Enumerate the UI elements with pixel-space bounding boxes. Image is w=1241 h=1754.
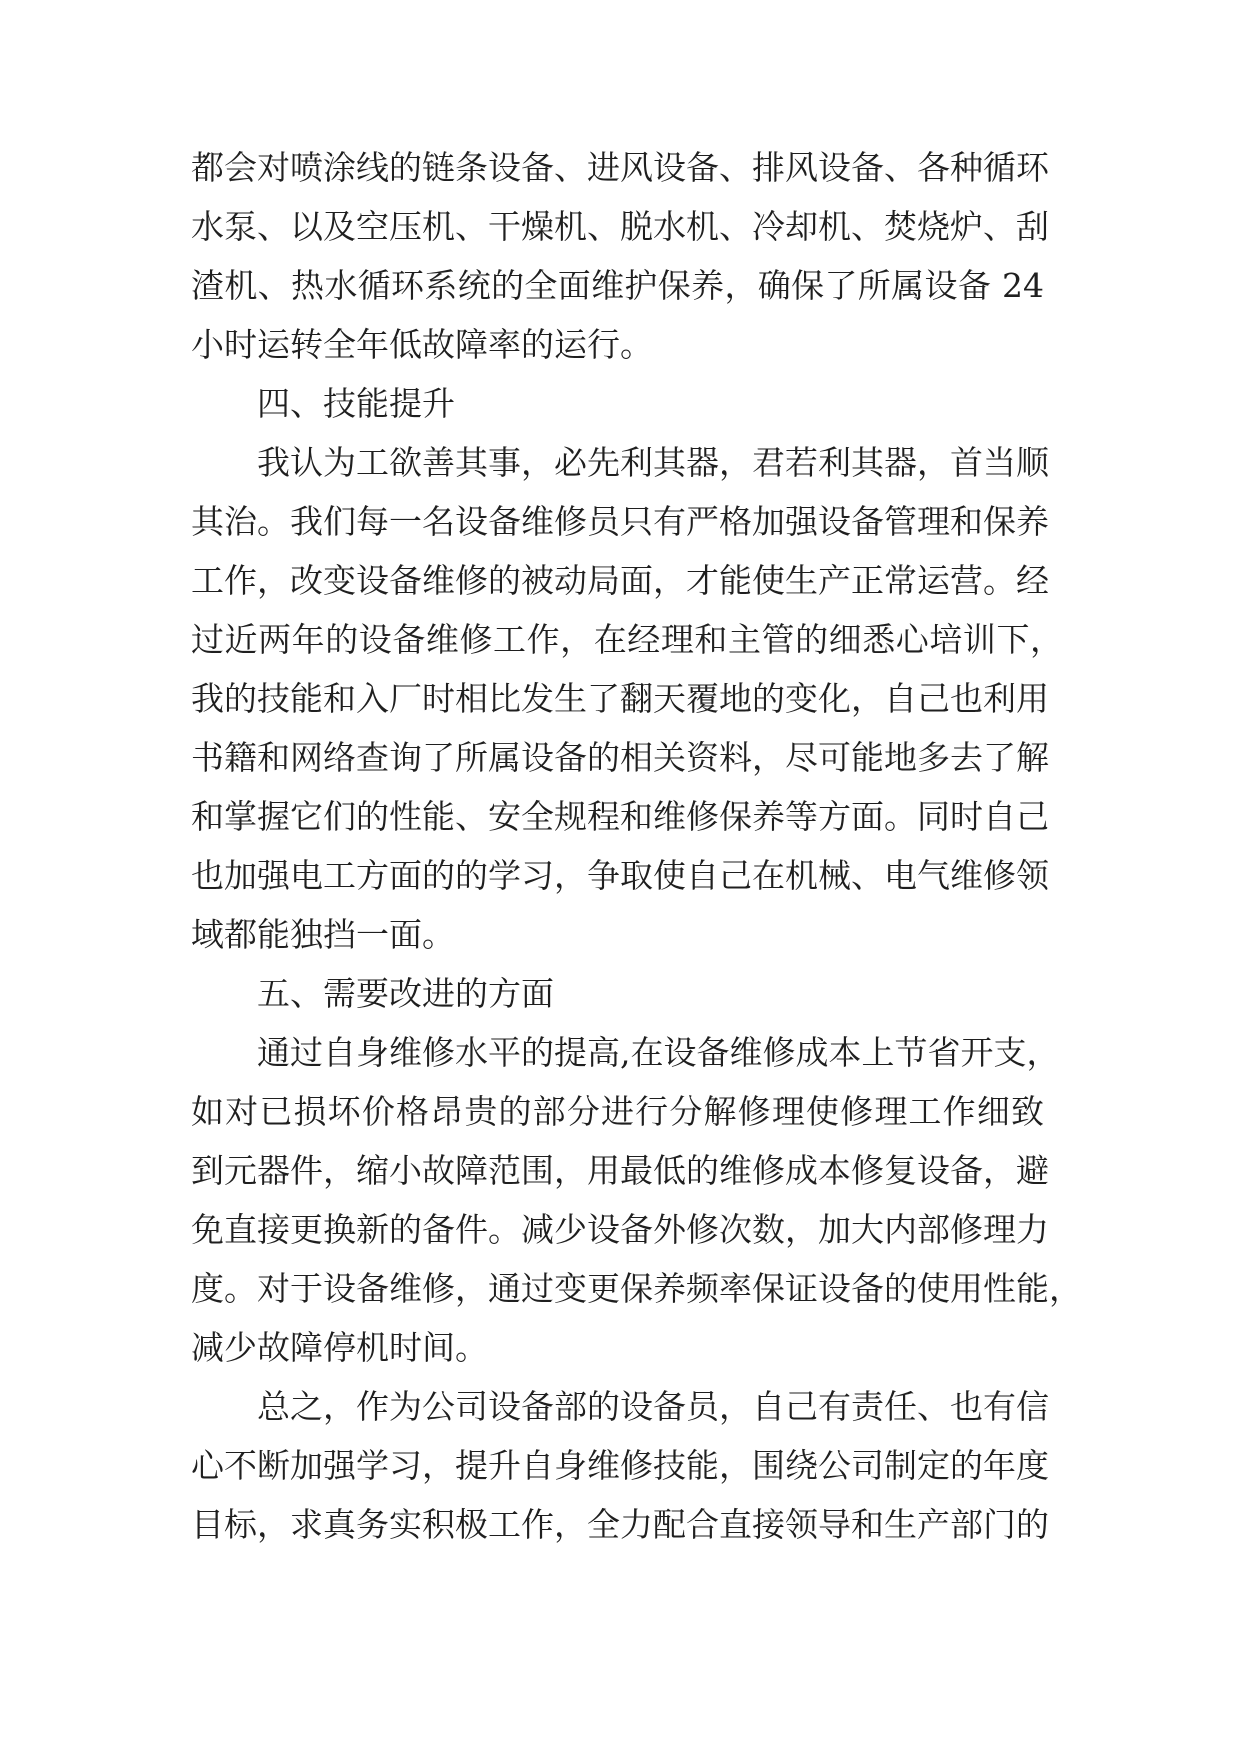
text-line: 我认为工欲善其事，必先利其器，君若利其器，首当顺 (257, 443, 1049, 482)
text-line: 工作，改变设备维修的被动局面，才能使生产正常运营。经 (191, 561, 1049, 600)
text-line: 也加强电工方面的的学习，争取使自己在机械、电气维修领 (191, 856, 1049, 895)
text-line: 如对已损坏价格昂贵的部分进行分解修理使修理工作细致 (191, 1092, 1044, 1131)
text-line: 心不断加强学习，提升自身维修技能，围绕公司制定的年度 (191, 1446, 1049, 1485)
section-heading: 四、技能提升 (257, 384, 455, 423)
text-line: 书籍和网络查询了所属设备的相关资料，尽可能地多去了解 (191, 738, 1049, 777)
text-line: 水泵、以及空压机、干燥机、脱水机、冷却机、焚烧炉、刮 (191, 207, 1049, 246)
text-line: 目标，求真务实积极工作，全力配合直接领导和生产部门的 (191, 1505, 1049, 1544)
text-line: 过近两年的设备维修工作，在经理和主管的细悉心培训下， (191, 620, 1063, 659)
text-line: 其治。我们每一名设备维修员只有严格加强设备管理和保养 (191, 502, 1049, 541)
text-line: 和掌握它们的性能、安全规程和维修保养等方面。同时自己 (191, 797, 1049, 836)
text-line: 减少故障停机时间。 (191, 1328, 488, 1367)
text-line: 域都能独挡一面。 (191, 915, 455, 954)
section-heading: 五、需要改进的方面 (257, 974, 554, 1013)
text-line: 总之，作为公司设备部的设备员，自己有责任、也有信 (257, 1387, 1049, 1426)
text-line: 通过自身维修水平的提高,在设备维修成本上节省开支， (257, 1033, 1060, 1072)
text-line: 度。对于设备维修，通过变更保养频率保证设备的使用性能， (191, 1269, 1082, 1308)
text-line: 小时运转全年低故障率的运行。 (191, 325, 653, 364)
text-line: 到元器件，缩小故障范围，用最低的维修成本修复设备，避 (191, 1151, 1049, 1190)
text-line: 我的技能和入厂时相比发生了翻天覆地的变化，自己也利用 (191, 679, 1049, 718)
text-line: 都会对喷涂线的链条设备、进风设备、排风设备、各种循环 (191, 148, 1049, 187)
text-line: 免直接更换新的备件。减少设备外修次数，加大内部修理力 (191, 1210, 1049, 1249)
text-line: 渣机、热水循环系统的全面维护保养，确保了所属设备 24 (191, 266, 1044, 305)
